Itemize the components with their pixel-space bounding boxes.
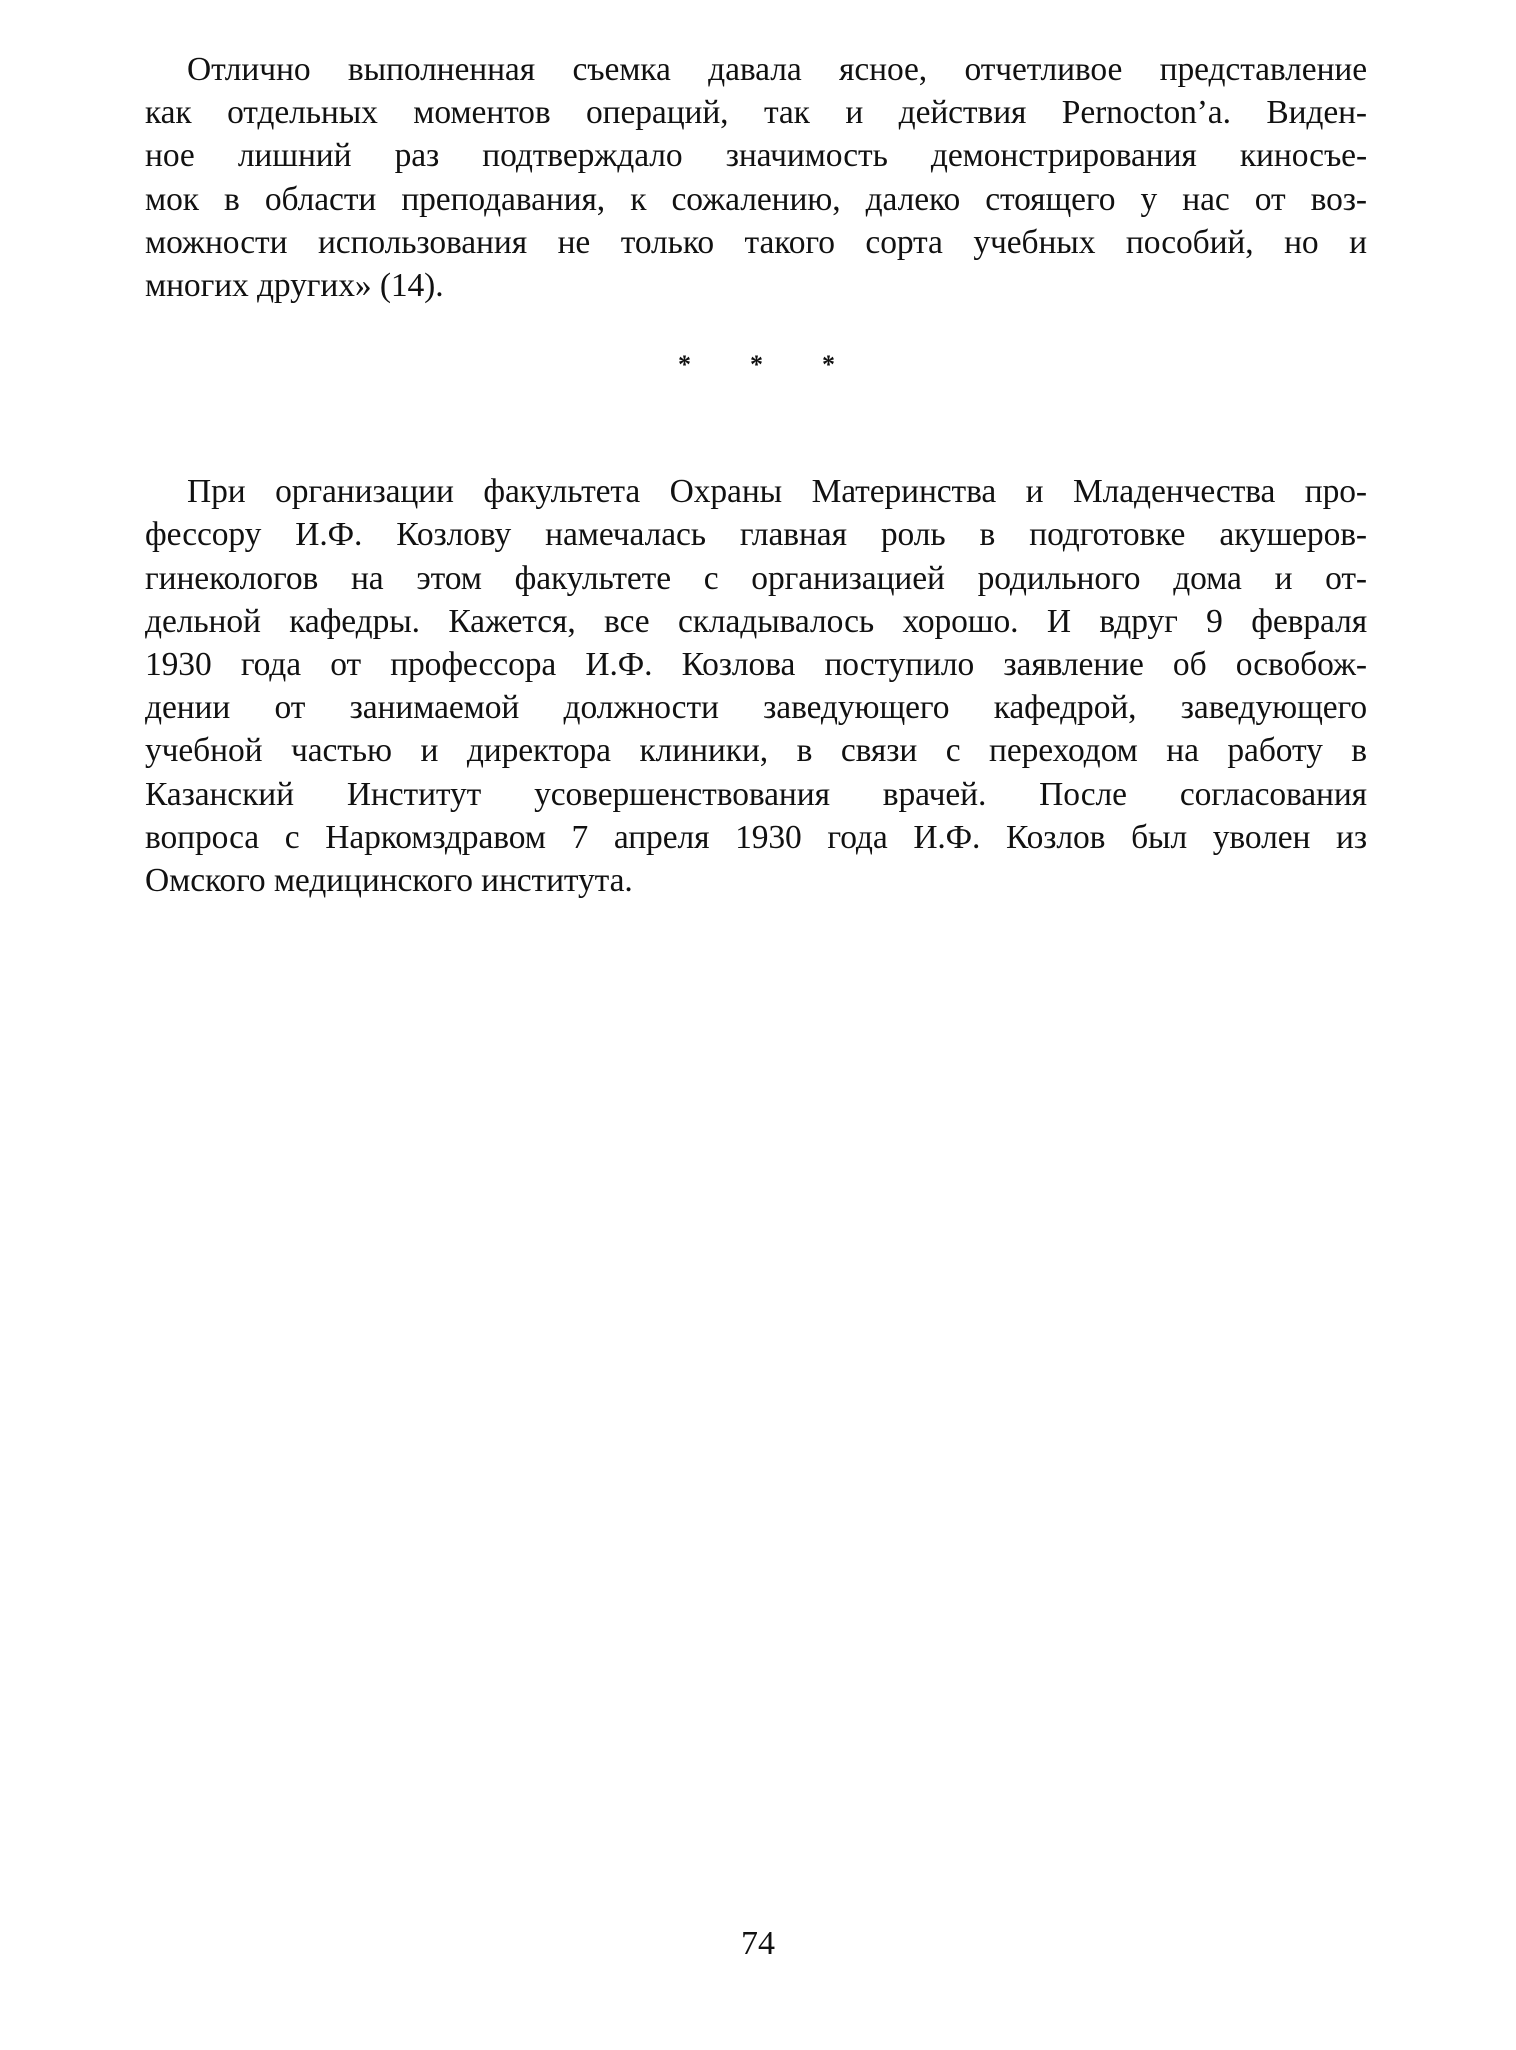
paragraph-2-line: дельной кафедры. Кажется, все складывалось хорошо. И вдруг 9 февраля (145, 602, 1367, 640)
paragraph-2-line: вопроса с Наркомздравом 7 апреля 1930 года И.Ф. Козлов был уволен из (145, 818, 1367, 856)
section-separator (145, 350, 1367, 393)
paragraph-2-line: учебной частью и директора клиники, в связи с переходом на работу в (145, 732, 1367, 770)
separator-asterisk-icon: * (750, 350, 763, 380)
paragraph-2-line: Казанский Институт усовершенствования врачей. После согласования (145, 775, 1367, 813)
paragraph-1-line: Отлично выполненная съемка давала ясное, отчетливое представление (187, 51, 1367, 88)
paragraph-1 (145, 48, 1367, 307)
paragraph-2-line: 1930 года от профессора И.Ф. Козлова поступило заявление об освобож- (145, 646, 1367, 684)
page-content (145, 48, 1367, 902)
page-number: 74 (741, 1925, 775, 1962)
paragraph-2 (145, 470, 1367, 902)
paragraph-2-line: дении от занимаемой должности заведующего кафедрой, заведующего (145, 689, 1367, 727)
paragraph-1-line: можности использования не только такого сорта учебных пособий, но и (145, 223, 1367, 261)
separator-asterisk-icon: * (678, 350, 691, 380)
paragraph-2-line: Омского медицинского института. (145, 862, 633, 900)
paragraph-1-line: многих других» (14). (145, 267, 444, 305)
separator-asterisk-icon: * (822, 350, 835, 380)
paragraph-2-line: гинекологов на этом факультете с организацией родильного дома и от- (145, 559, 1367, 597)
paragraph-1-line: как отдельных моментов операций, так и действия Pernocton’a. Виден- (145, 94, 1367, 132)
paragraph-1-line: ное лишний раз подтверждало значимость демонстрирования киносъе- (145, 137, 1367, 175)
paragraph-2-line: фессору И.Ф. Козлову намечалась главная роль в подготовке акушеров- (145, 516, 1367, 554)
paragraph-2-line: При организации факультета Охраны Материнства и Младенчества про- (187, 473, 1367, 511)
paragraph-1-line: мок в области преподавания, к сожалению, далеко стоящего у нас от воз- (145, 180, 1367, 218)
